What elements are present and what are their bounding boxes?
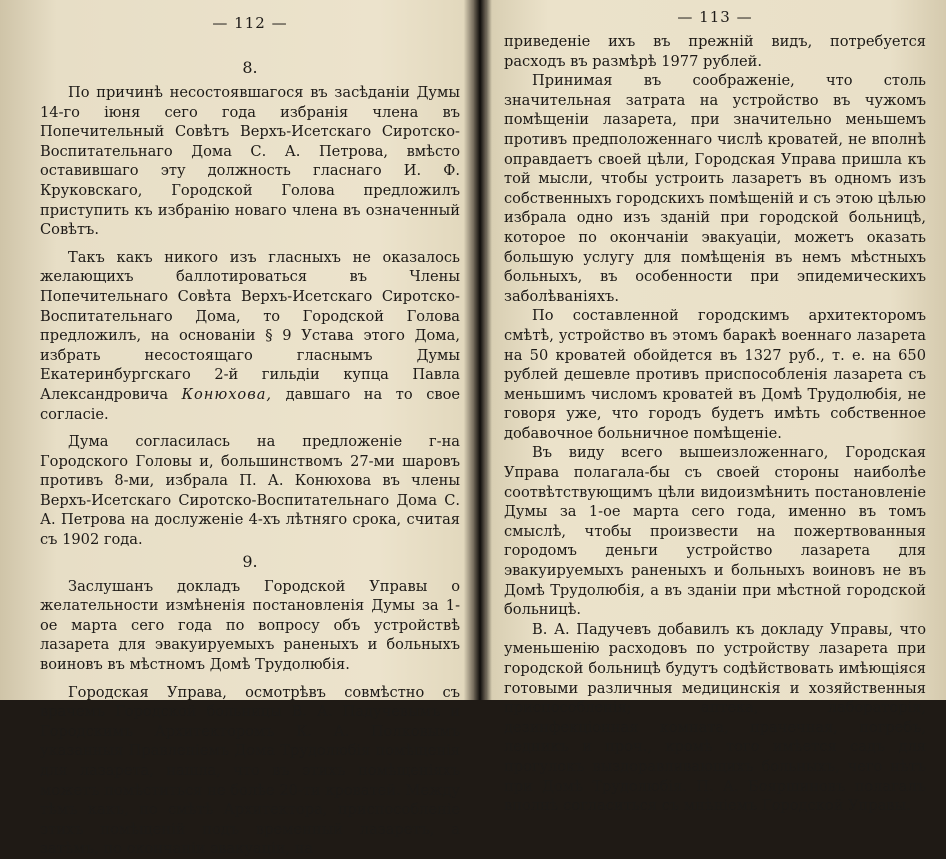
paragraph-member-election: По причинѣ несостоявшагося въ засѣданіи Думы 14-го іюня сего года избранія члена въ Попечительный Совѣтъ Верхъ-Исетскаго Сиротско-Воспитательнаго Дома С. А. Петрова, вмѣсто оставившаго эту должность гласнаго И. Ф. Круковскаго, Городской Голова предложилъ приступить къ избранію новаго члена въ означенный Совѣтъ. — [40, 84, 460, 239]
section-9-heading: 9. — [242, 551, 258, 571]
paragraph-proposal: Въ виду всего вышеизложеннаго, Городская Управа полагала-бы съ своей стороны наиболѣе соотвѣтствующимъ цѣли видоизмѣнить постановленіе Думы за 1-ое марта сего года, именно въ томъ смыслѣ, чтобы произвести на пожертвованныя городомъ деньги устройство лазарета для эвакуируемыхъ раненыхъ и больныхъ воиновъ не въ Домѣ Трудолюбія, а въ зданіи при мѣстной городской больницѣ. — [504, 444, 926, 619]
paragraph-restoration-cost: приведеніе ихъ въ прежній видъ, потребуется расходъ въ размѣрѣ 1977 рублей. — [504, 33, 926, 70]
paragraph-inspection: Городская Управа, осмотрѣвъ совмѣстно съ врачемъ Городской больницы В. А. Падучевымъ и Городскимъ Архитекторомъ К. А. Полковымъ указанныя Правленіемъ Дома Трудолюбія помѣщенія для лазарета, нашла, что въ этихъ помѣщеніяхъ можетъ помѣститься не болѣе 20-ти кроватей. Между тѣмъ какъ, по смѣтѣ Архитектора, приспособленіе этихъ помѣщеній подъ временный лазаретъ, а затѣмъ, по окончаніи эвакуаціи, на — [40, 683, 460, 858]
paragraph-considerations: Принимая въ соображеніе, что столь значительная затрата на устройство въ чужомъ помѣщеніи лазарета, при значительно меньшемъ противъ предположеннаго числѣ кроватей, не вполнѣ оправдаетъ своей цѣли, Городская Управа пришла къ той мысли, чтобы устроить лазаретъ въ одномъ изъ собственныхъ городскихъ помѣщеній и съ этою цѣлью избрала одно изъ зданій при городской больницѣ, которое по окончаніи эвакуаціи, можетъ оказать большую услугу для помѣщенія въ немъ мѣстныхъ больныхъ, въ особенности при эпидемическихъ заболѣваніяхъ. — [504, 72, 926, 305]
section-8-heading: 8. — [242, 58, 258, 77]
candidate-name: Конюхова, — [181, 385, 273, 403]
paragraph-paduchev-addition: В. А. Падучевъ добавилъ къ докладу Управы, что уменьшенію расходовъ по устройству лазарета при городской больницѣ будутъ содѣйствовать имѣющіяся готовыми различныя медицинскія и хозяйственныя приспособленія; аптека, лабораторія, дезинфекціонная комната, прачечная, погребъ, ледникъ и проч., кромѣ того имѣется садъ для прогулокъ выздоравливающихъ больныхъ, чего нѣтъ при Домѣ Трудолюбія. П. А. Бояршиновъ полагалъ вполнѣ согласиться съ мнѣніемъ Городской Управы. — [504, 620, 926, 815]
page-number-right: — 113 — — [677, 8, 753, 26]
paragraph-candidate-text-a: Такъ какъ никого изъ гласныхъ не оказалось желающихъ баллотироваться въ Члены Попечительнаго Совѣта Верхъ-Исетскаго Сиротско-Воспитательнаго Дома, то Городской Голова предложилъ, на основаніи § 9 Устава этого Дома, избрать несостоящаго гласнымъ Думы Екатеринбургскаго 2-й гильдіи купца Павла Александровича — [40, 248, 460, 403]
paragraph-candidate-proposal — [40, 248, 460, 424]
paragraph-estimate: По составленной городскимъ архитекторомъ смѣтѣ, устройство въ этомъ баракѣ военнаго лазарета на 50 кроватей обойдется въ 1327 руб., т. е. на 650 рублей дешевле противъ приспособленія лазарета съ меньшимъ числомъ кроватей въ Домѣ Трудолюбія, не говоря уже, что городъ будетъ имѣть собственное добавочное больничное помѣщеніе. — [504, 307, 926, 442]
paragraph-duma-vote: Дума согласилась на предложеніе г-на Городского Головы и, большинствомъ 27-ми шаровъ противъ 8-ми, избрала П. А. Конюхова въ члены Верхъ-Исетскаго Сиротско-Воспитательнаго Дома С. А. Петрова на дослуженіе 4-хъ лѣтняго срока, считая съ 1902 года. — [40, 433, 460, 549]
paragraph-candidate-text-b: давшаго на то свое согласіе. — [40, 385, 461, 423]
right-page — [484, 0, 946, 815]
paragraph-lazaret-report: Заслушанъ докладъ Городской Управы о желательности измѣненія постановленія Думы за 1-ое марта сего года по вопросу объ устройствѣ лазарета для эвакуируемыхъ раненыхъ и больныхъ воиновъ въ мѣстномъ Домѣ Трудолюбія. — [40, 577, 460, 674]
page-number-left: — 112 — — [212, 14, 288, 32]
